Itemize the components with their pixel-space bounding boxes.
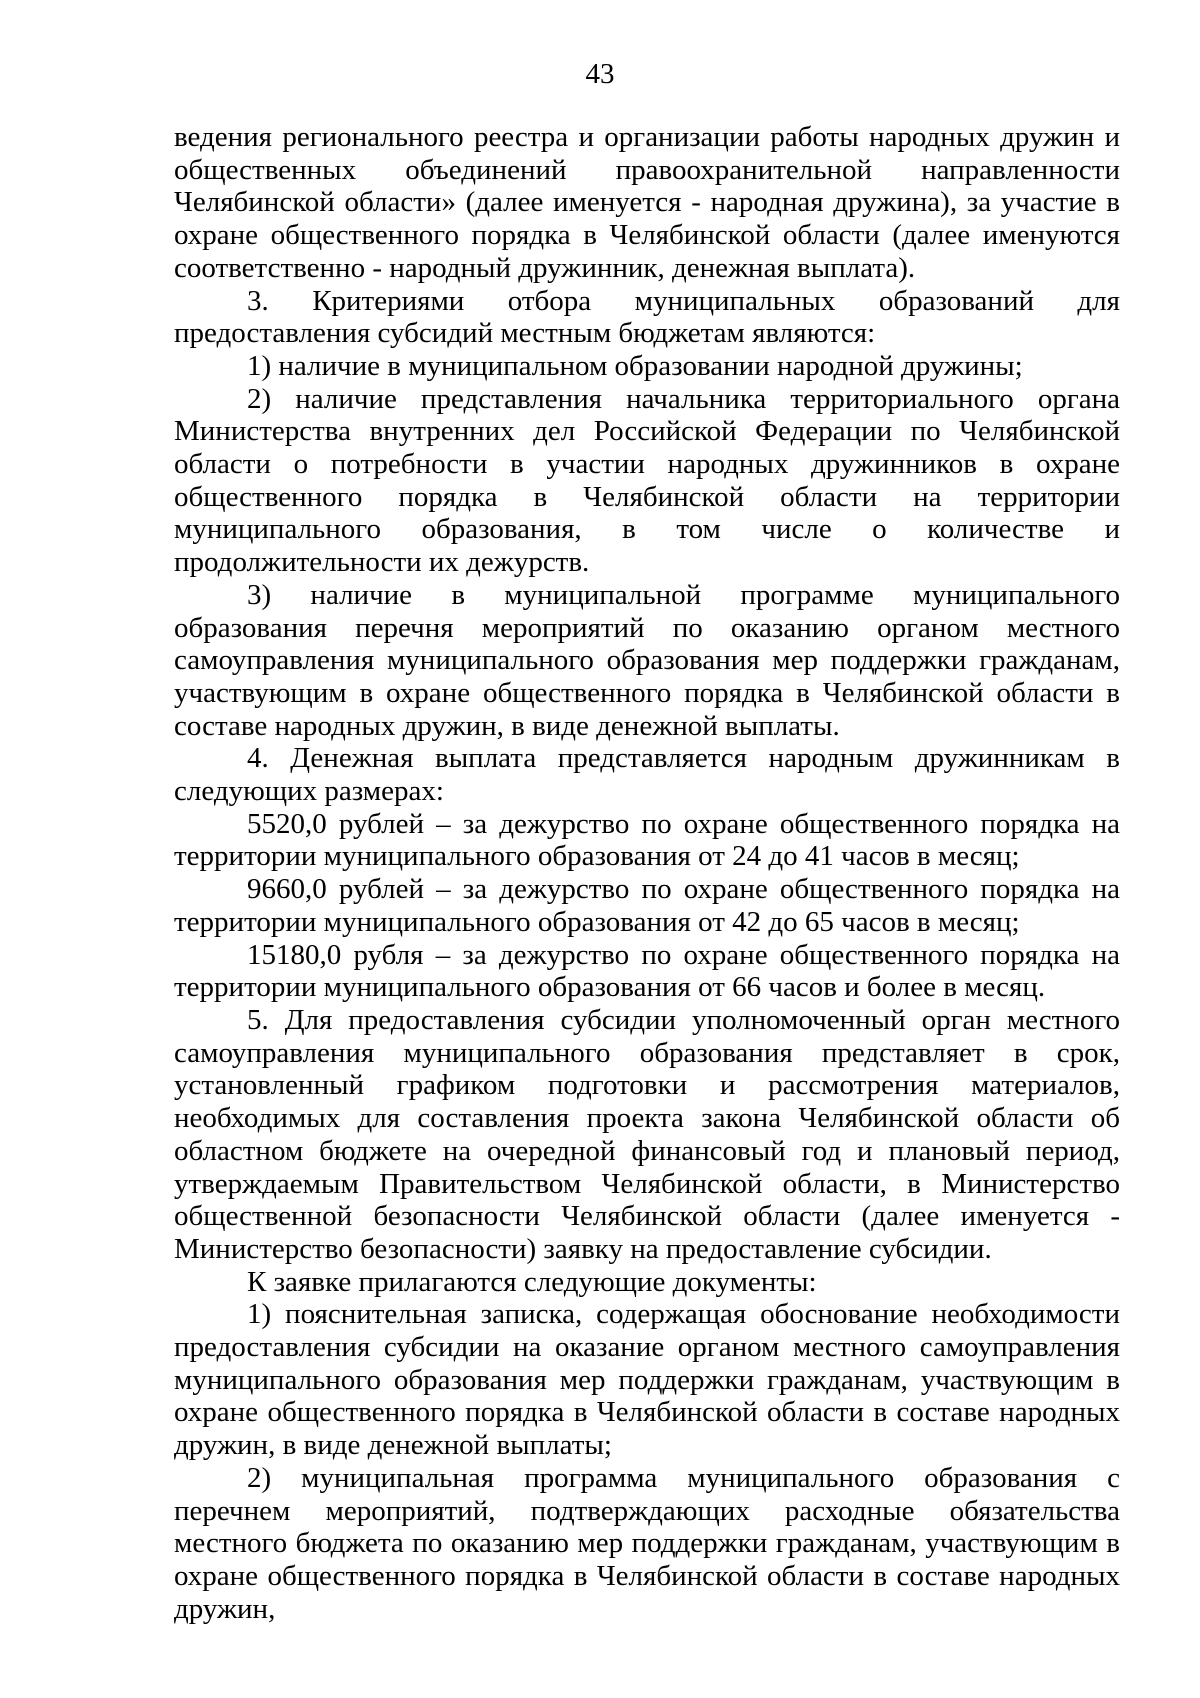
- paragraph-criterion-1: 1) наличие в муниципальном образовании народной дружины;: [247, 349, 1023, 382]
- paragraph-document-2: 2) муниципальная программа муниципального образования с перечнем мероприятий, подтверждающих расходные обязательства местного бюджета по оказанию мер поддержки гражданам, участвующим в охране общественного порядка в Челябинской области в составе народных дружин,: [174, 1461, 1120, 1625]
- paragraph-application: 5. Для предоставления субсидии уполномоченный орган местного самоуправления муниципального образования представляет в срок, установленный графиком подготовки и рассмотрения материалов, необходимых для составления проекта закона Челябинской области об областном бюджете на очередной финансовый год и плановый период, утверждаемым Правительством Челябинской области, в Министерство общественной безопасности Челябинской области (далее именуется - Министерство безопасности) заявку на предоставление субсидии.: [174, 1003, 1120, 1265]
- paragraph-criteria: 3. Критериями отбора муниципальных образований для предоставления субсидий местным бюджетам являются:: [174, 284, 1120, 350]
- document-body: [174, 121, 1120, 1625]
- paragraph-criterion-2: 2) наличие представления начальника территориального органа Министерства внутренних дел Российской Федерации по Челябинской области о потребности в участии народных дружинников в охране общественного порядка в Челябинской области на территории муниципального образования, в том числе о количестве и продолжительности их дежурств.: [174, 382, 1120, 579]
- paragraph-payment-tier-2: 9660,0 рублей – за дежурство по охране общественного порядка на территории муниципального образования от 42 до 65 часов в месяц;: [174, 873, 1120, 938]
- paragraph-payment-sizes: 4. Денежная выплата представляется народным дружинникам в следующих размерах:: [174, 742, 1120, 808]
- paragraph-documents-intro: К заявке прилагаются следующие документы:: [247, 1265, 817, 1298]
- paragraph-document-1: 1) пояснительная записка, содержащая обоснование необходимости предоставления субсидии на оказание органом местного самоуправления муниципального образования мер поддержки гражданам, участвующим в охране общественного порядка в Челябинской области в составе народных дружин, в виде денежной выплаты;: [174, 1298, 1120, 1462]
- paragraph-payment-tier-1: 5520,0 рублей – за дежурство по охране общественного порядка на территории муниципального образования от 24 до 41 часов в месяц;: [174, 807, 1120, 873]
- page-number: 43: [585, 58, 615, 90]
- paragraph-criterion-3: 3) наличие в муниципальной программе муниципального образования перечня мероприятий по оказанию органом местного самоуправления муниципального образования мер поддержки гражданам, участвующим в охране общественного порядка в Челябинской области в составе народных дружин, в виде денежной выплаты.: [174, 578, 1120, 742]
- paragraph-payment-tier-3: 15180,0 рубля – за дежурство по охране общественного порядка на территории муниципального образования от 66 часов и более в месяц.: [174, 938, 1120, 1004]
- paragraph-continuation: ведения регионального реестра и организации работы народных дружин и общественных объединений правоохранительной направленности Челябинской области» (далее именуется - народная дружина), за участие в охране общественного порядка в Челябинской области (далее именуются соответственно - народный дружинник, денежная выплата).: [174, 121, 1120, 284]
